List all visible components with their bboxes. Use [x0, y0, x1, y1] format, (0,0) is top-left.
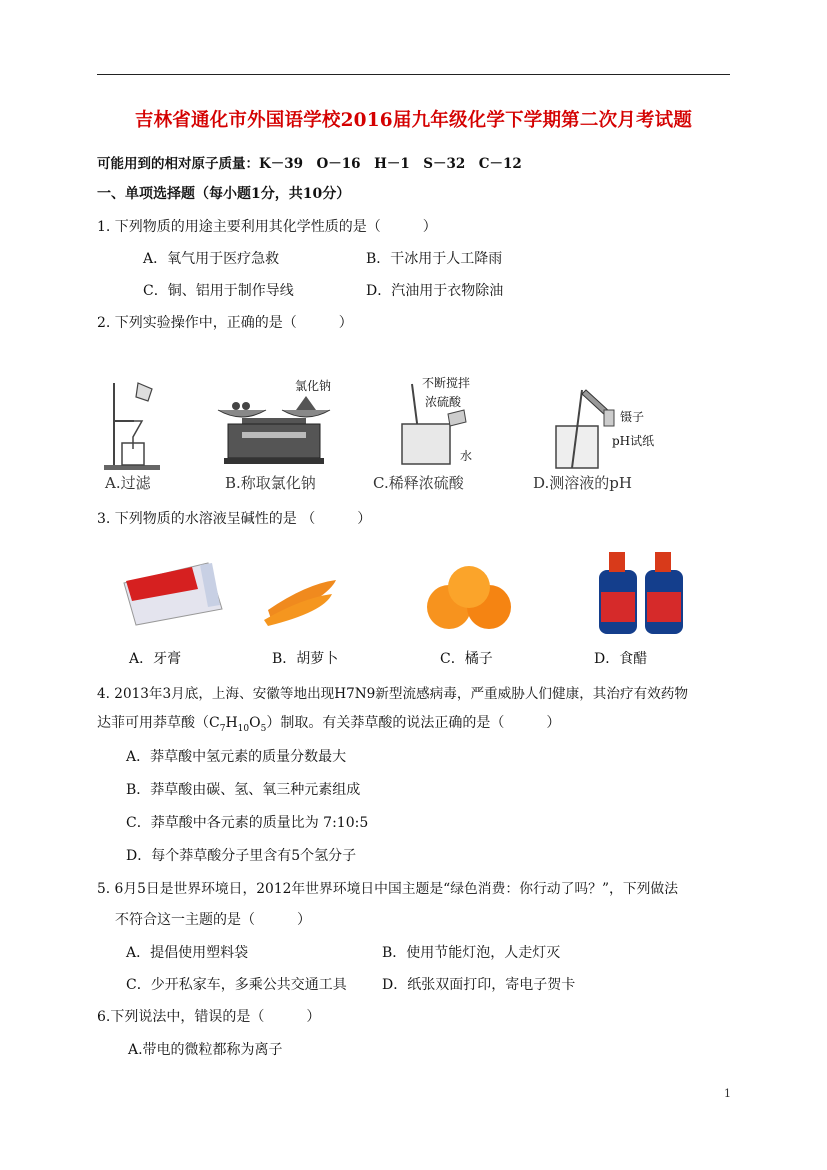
q3-option-d: D．食醋 [594, 651, 648, 667]
q4-option-c: C．莽草酸中各元素的质量比为 7:10:5 [126, 815, 369, 831]
q4-line2: 达菲可用莽草酸$(C_7H_{10}O_5)$制取。有关莽草酸的说法正确的是（ ） [97, 715, 561, 734]
q1-option-b: B．干冰用于人工降雨 [366, 251, 503, 267]
filtration-figure [100, 375, 170, 475]
toothpaste-image [122, 555, 224, 625]
fig-d-tweezers-label: 镊子 [620, 410, 645, 424]
q4-line1: 4. 2013年3月底，上海、安徽等地出现H7N9新型流感病毒，严重威胁人们健康，其治疗有效药物 [97, 686, 688, 702]
page-number: 1 [724, 1087, 731, 1100]
q3-option-a: A．牙膏 [129, 651, 182, 667]
q1-option-d: D．汽油用于衣物除油 [366, 283, 504, 299]
q3-option-c: C．橘子 [440, 651, 493, 667]
q5-option-a: A．提倡使用塑料袋 [126, 945, 249, 961]
q5-option-b: B．使用节能灯泡，人走灯灭 [382, 945, 561, 961]
fig-b-label: B.称取氯化钠 [225, 474, 316, 492]
q3-stem: 3. 下列物质的水溶液呈碱性的是 （ ） [97, 511, 372, 527]
orange-image [425, 565, 513, 631]
ph-test-figure [552, 382, 632, 472]
fig-c-stir-label: 不断搅拌 [422, 376, 471, 390]
carrot-image [262, 572, 342, 628]
fig-b-nacl-label: 氯化钠 [295, 379, 332, 393]
vinegar-image [595, 548, 687, 636]
atomic-masses: 可能用到的相对原子质量：K－39 O－16 H－1 S－32 C－12 [97, 156, 522, 172]
q5-option-d: D．纸张双面打印，寄电子贺卡 [382, 977, 576, 993]
q5-option-c: C．少开私家车，多乘公共交通工具 [126, 977, 347, 993]
section-heading: 一、单项选择题（每小题1分，共10分） [97, 186, 351, 202]
q5-line1: 5. 6月5日是世界环境日，2012年世界环境日中国主题是“绿色消费：你行动了吗？”，下列做法 [97, 881, 679, 897]
q6-option-a: A.带电的微粒都称为离子 [128, 1042, 283, 1058]
fig-d-paper-label: pH试纸 [612, 434, 655, 448]
fig-d-label: D.测溶液的pH [533, 474, 632, 492]
fig-a-label: A.过滤 [105, 474, 151, 492]
q4-option-b: B．莽草酸由碳、氢、氧三种元素组成 [126, 782, 361, 798]
q2-stem: 2. 下列实验操作中，正确的是（ ） [97, 315, 353, 331]
balance-figure [218, 388, 330, 472]
q4-option-a: A．莽草酸中氢元素的质量分数最大 [126, 749, 347, 765]
q1-option-a: A．氧气用于医疗急救 [143, 251, 280, 267]
q1-stem: 1. 下列物质的用途主要利用其化学性质的是（ ） [97, 219, 437, 235]
fig-c-label: C.稀释浓硫酸 [373, 474, 464, 492]
q4-option-d: D．每个莽草酸分子里含有5个氢分子 [126, 848, 357, 864]
header-rule [97, 74, 730, 75]
q3-option-b: B．胡萝卜 [272, 651, 339, 667]
q6-stem: 6.下列说法中，错误的是（ ） [97, 1009, 321, 1025]
q1-option-c: C．铜、铝用于制作导线 [143, 283, 294, 299]
q5-line2: 不符合这一主题的是（ ） [115, 912, 311, 928]
fig-c-acid-label: 浓硫酸 [425, 395, 462, 409]
fig-c-water-label: 水 [460, 449, 473, 463]
page-title: 吉林省通化市外国语学校2016届九年级化学下学期第二次月考试题 [134, 110, 693, 131]
